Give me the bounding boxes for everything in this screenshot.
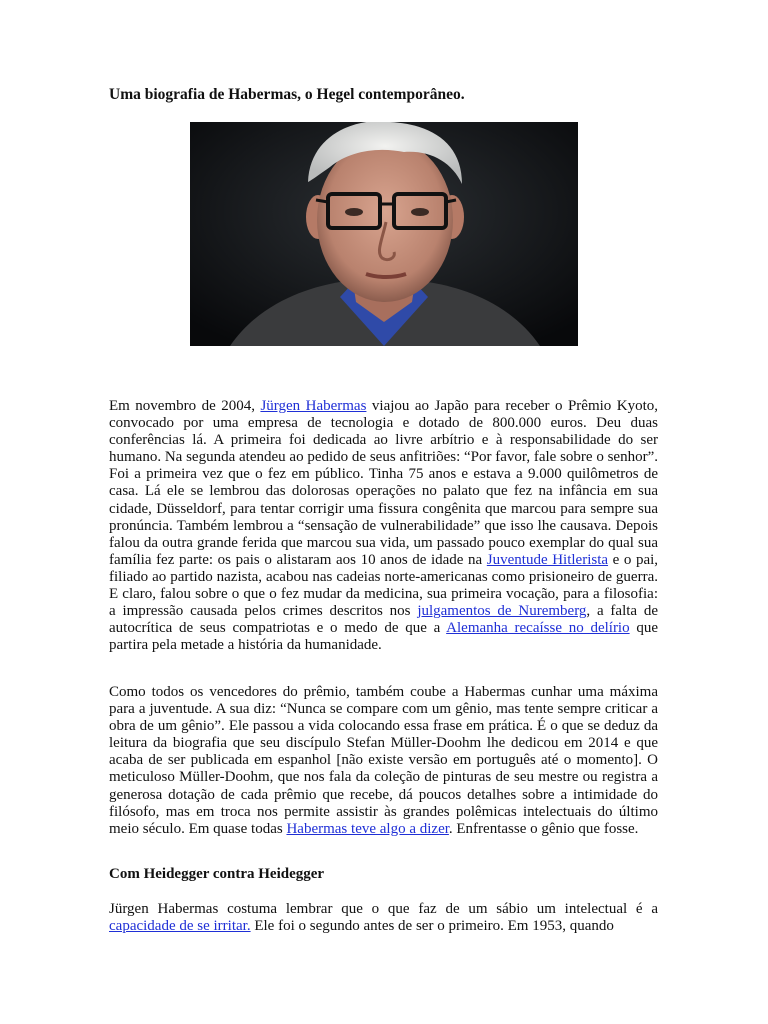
paragraph-3-text-2: Ele foi o segundo antes de ser o primeiro. Em 1953, quando <box>250 918 614 935</box>
section-heading: Com Heidegger contra Heidegger <box>109 866 325 882</box>
link-habermas-teve-algo-a-dizer[interactable]: Habermas teve algo a dizer <box>286 820 449 837</box>
paragraph-2-text-1: Como todos os vencedores do prêmio, também coube a Habermas cunhar uma máxima para a juventude. A sua diz: “Nunca se compare com um gênio, mas tente sempre criticar a obra de um gênio”. Ele passou a vida colocando essa frase em prática. É o que se deduz da leitura da biografia que seu discípulo Stefan Müller-Doohm lhe dedicou em 2014 e que acaba de ser publicada em espanhol [não existe versão em português até o momento]. O meticuloso Müller-Doohm, que nos fala da coleção de pinturas de seu mestre ou registra a generosa dotação de cada prêmio que recebe, dá poucos detalhes sobre a intimidade do filósofo, mas em troca nos permite assistir às grandes polêmicas intelectuais do último meio século. Em quase todas <box>109 684 658 837</box>
paragraph-1-text-5: que partira pela metade a história da humanidade. <box>109 620 658 654</box>
paragraph-3 <box>109 901 658 935</box>
paragraph-1-text-2: viajou ao Japão para receber o Prêmio Kyoto, convocado por uma empresa de tecnologia e dotado de 800.000 euros. Deu duas conferências lá. A primeira foi dedicada ao livre arbítrio e à responsabilidade do ser humano. Na segunda atendeu ao pedido de seus anfitriões: “Por favor, fale sobre o senhor”. Foi a primeira vez que o fez em público. Tinha 75 anos e estava a 9.000 quilômetros de casa. Lá ele se lembrou das dolorosas operações no palato que fez na infância em sua cidade, Düsseldorf, para tentar corrigir uma fissura congênita que marcou para sempre sua pronúncia. Também lembrou a “sensação de vulnerabilidade” que isso lhe causava. Depois falou da outra grande ferida que marcou sua vida, um passado pouco exemplar do qual sua família fez parte: os pais o alistaram aos 10 anos de idade na <box>109 398 658 568</box>
paragraph-1-text-1: Em novembro de 2004, <box>109 398 261 414</box>
link-capacidade-de-se-irritar[interactable]: capacidade de se irritar. <box>109 918 251 935</box>
paragraph-1-text-3: e o pai, filiado ao partido nazista, acabou nas cadeias norte-americanas como prisioneiro de guerra. E claro, falou sobre o que o fez mudar da medicina, sua primeira vocação, para a filosofia: a impressão causada pelos crimes descritos nos <box>109 551 659 620</box>
link-juventude-hitlerista[interactable]: Juventude Hitlerista <box>486 551 609 568</box>
paragraph-2-text-2: . Enfrentasse o gênio que fosse. <box>448 820 639 837</box>
paragraph-1-text-4: , a falta de autocrítica de seus compatriotas e o medo de que a <box>109 603 659 637</box>
habermas-portrait-photo <box>190 122 578 346</box>
article-title: Uma biografia de Habermas, o Hegel contemporâneo. <box>109 86 465 103</box>
paragraph-3-text-1: Jürgen Habermas costuma lembrar que o que faz de um sábio um intelectual é a <box>109 901 658 917</box>
paragraph-1 <box>109 398 658 654</box>
link-julgamentos-de-nuremberg[interactable]: julgamentos de Nuremberg <box>417 603 587 620</box>
paragraph-2 <box>109 684 658 838</box>
link-alemanha-recaisse-no-delirio[interactable]: Alemanha recaísse no delírio <box>446 620 630 637</box>
link-jurgen-habermas[interactable]: Jürgen Habermas <box>260 398 367 414</box>
